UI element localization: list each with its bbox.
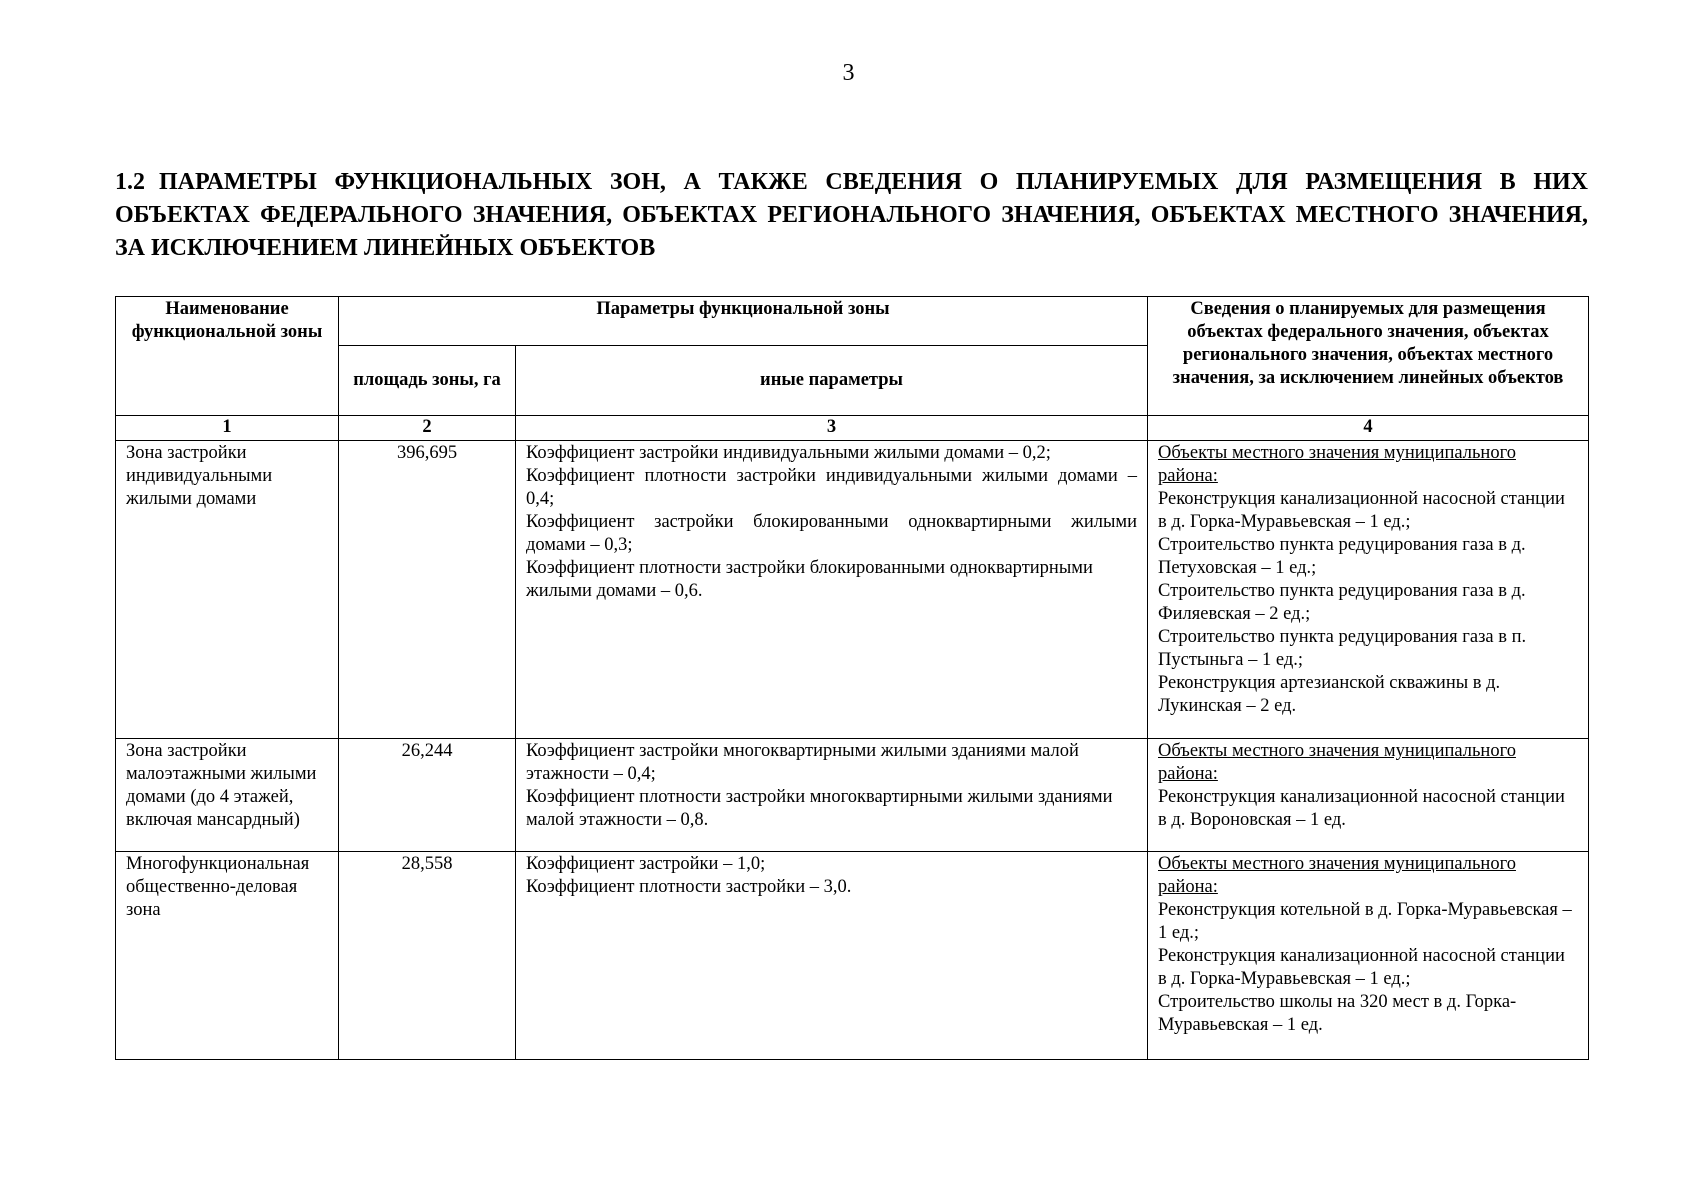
objects-heading: Объекты местного значения муниципального района:: [1158, 741, 1516, 784]
object-line: Реконструкция канализационной насосной станции в д. Горка-Муравьевская – 1 ед.;: [1158, 489, 1565, 532]
section-number: 1.2: [115, 169, 145, 195]
zone-area: 26,244: [401, 741, 453, 761]
object-line: Строительство пункта редуцирования газа в д. Филяевская – 2 ед.;: [1158, 581, 1526, 624]
object-line: Реконструкция котельной в д. Горка-Муравьевская – 1 ед.;: [1158, 900, 1572, 943]
zone-params-cell: [516, 852, 1148, 1060]
column-number: 1: [116, 416, 339, 441]
zone-name: Зона застройки индивидуальными жилыми домами: [126, 443, 273, 509]
header-area: площадь зоны, га: [339, 346, 516, 416]
param-line: Коэффициент плотности застройки индивидуальными жилыми домами – 0,4;: [526, 466, 1137, 509]
param-line: Коэффициент застройки – 1,0;: [526, 854, 766, 874]
object-line: Строительство школы на 320 мест в д. Горка-Муравьевская – 1 ед.: [1158, 992, 1517, 1035]
table-row: [116, 441, 1589, 739]
zone-area-cell: [339, 441, 516, 739]
objects-heading: Объекты местного значения муниципального района:: [1158, 443, 1516, 486]
zone-name-cell: [116, 441, 339, 739]
zone-area-cell: [339, 739, 516, 852]
section-title: [115, 166, 1588, 265]
header-zone-name: Наименование функциональной зоны: [116, 297, 339, 416]
param-line: Коэффициент плотности застройки – 3,0.: [526, 877, 852, 897]
planned-objects-cell: [1148, 441, 1589, 739]
page-number: 3: [842, 60, 855, 86]
planned-objects-cell: [1148, 739, 1589, 852]
zone-area: 28,558: [401, 854, 453, 874]
zone-params-cell: [516, 441, 1148, 739]
object-line: Строительство пункта редуцирования газа в п. Пустыньга – 1 ед.;: [1158, 627, 1527, 670]
object-line: Реконструкция канализационной насосной станции в д. Горка-Муравьевская – 1 ед.;: [1158, 946, 1565, 989]
object-line: Строительство пункта редуцирования газа в д. Петуховская – 1 ед.;: [1158, 535, 1526, 578]
param-line: Коэффициент плотности застройки блокированными одноквартирными жилыми домами – 0,6.: [526, 558, 1093, 601]
planned-objects-cell: [1148, 852, 1589, 1060]
zone-name-cell: [116, 739, 339, 852]
param-line: Коэффициент застройки блокированными одноквартирными жилыми домами – 0,3;: [526, 512, 1137, 555]
zone-area: 396,695: [396, 443, 458, 463]
header-other-params: иные параметры: [516, 346, 1148, 416]
column-number: 3: [516, 416, 1148, 441]
zone-params-cell: [516, 739, 1148, 852]
param-line: Коэффициент застройки индивидуальными жилыми домами – 0,2;: [526, 443, 1051, 463]
zone-area-cell: [339, 852, 516, 1060]
column-number: 2: [339, 416, 516, 441]
object-line: Реконструкция канализационной насосной станции в д. Вороновская – 1 ед.: [1158, 787, 1565, 830]
param-line: Коэффициент застройки многоквартирными жилыми зданиями малой этажности – 0,4;: [526, 741, 1079, 784]
table-row: [116, 852, 1589, 1060]
zone-name: Многофункциональная общественно-деловая зона: [126, 854, 310, 920]
header-zone-params: Параметры функциональной зоны: [339, 297, 1148, 346]
param-line: Коэффициент плотности застройки многоквартирными жилыми зданиями малой этажности – 0,8.: [526, 787, 1113, 830]
zone-name: Зона застройки малоэтажными жилыми домами (до 4 этажей, включая мансардный): [126, 741, 317, 830]
header-planned-objects: Сведения о планируемых для размещения объектах федерального значения, объектах регионального значения, объектах местного значения, за исключением линейных объектов: [1148, 297, 1589, 416]
zones-table: [115, 296, 1589, 1060]
zone-name-cell: [116, 852, 339, 1060]
section-title-text: ПАРАМЕТРЫ ФУНКЦИОНАЛЬНЫХ ЗОН, А ТАКЖЕ СВЕДЕНИЯ О ПЛАНИРУЕМЫХ ДЛЯ РАЗМЕЩЕНИЯ В НИХ ОБЪЕКТАХ ФЕДЕРАЛЬНОГО ЗНАЧЕНИЯ, ОБЪЕКТАХ РЕГИОНАЛЬНОГО ЗНАЧЕНИЯ, ОБЪЕКТАХ МЕСТНОГО ЗНАЧЕНИЯ, ЗА ИСКЛЮЧЕНИЕМ ЛИНЕЙНЫХ ОБЪЕКТОВ: [115, 169, 1588, 261]
column-number: 4: [1148, 416, 1589, 441]
column-number-row: [116, 416, 1589, 441]
table-row: [116, 739, 1589, 852]
objects-heading: Объекты местного значения муниципального района:: [1158, 854, 1516, 897]
object-line: Реконструкция артезианской скважины в д. Лукинская – 2 ед.: [1158, 673, 1501, 716]
